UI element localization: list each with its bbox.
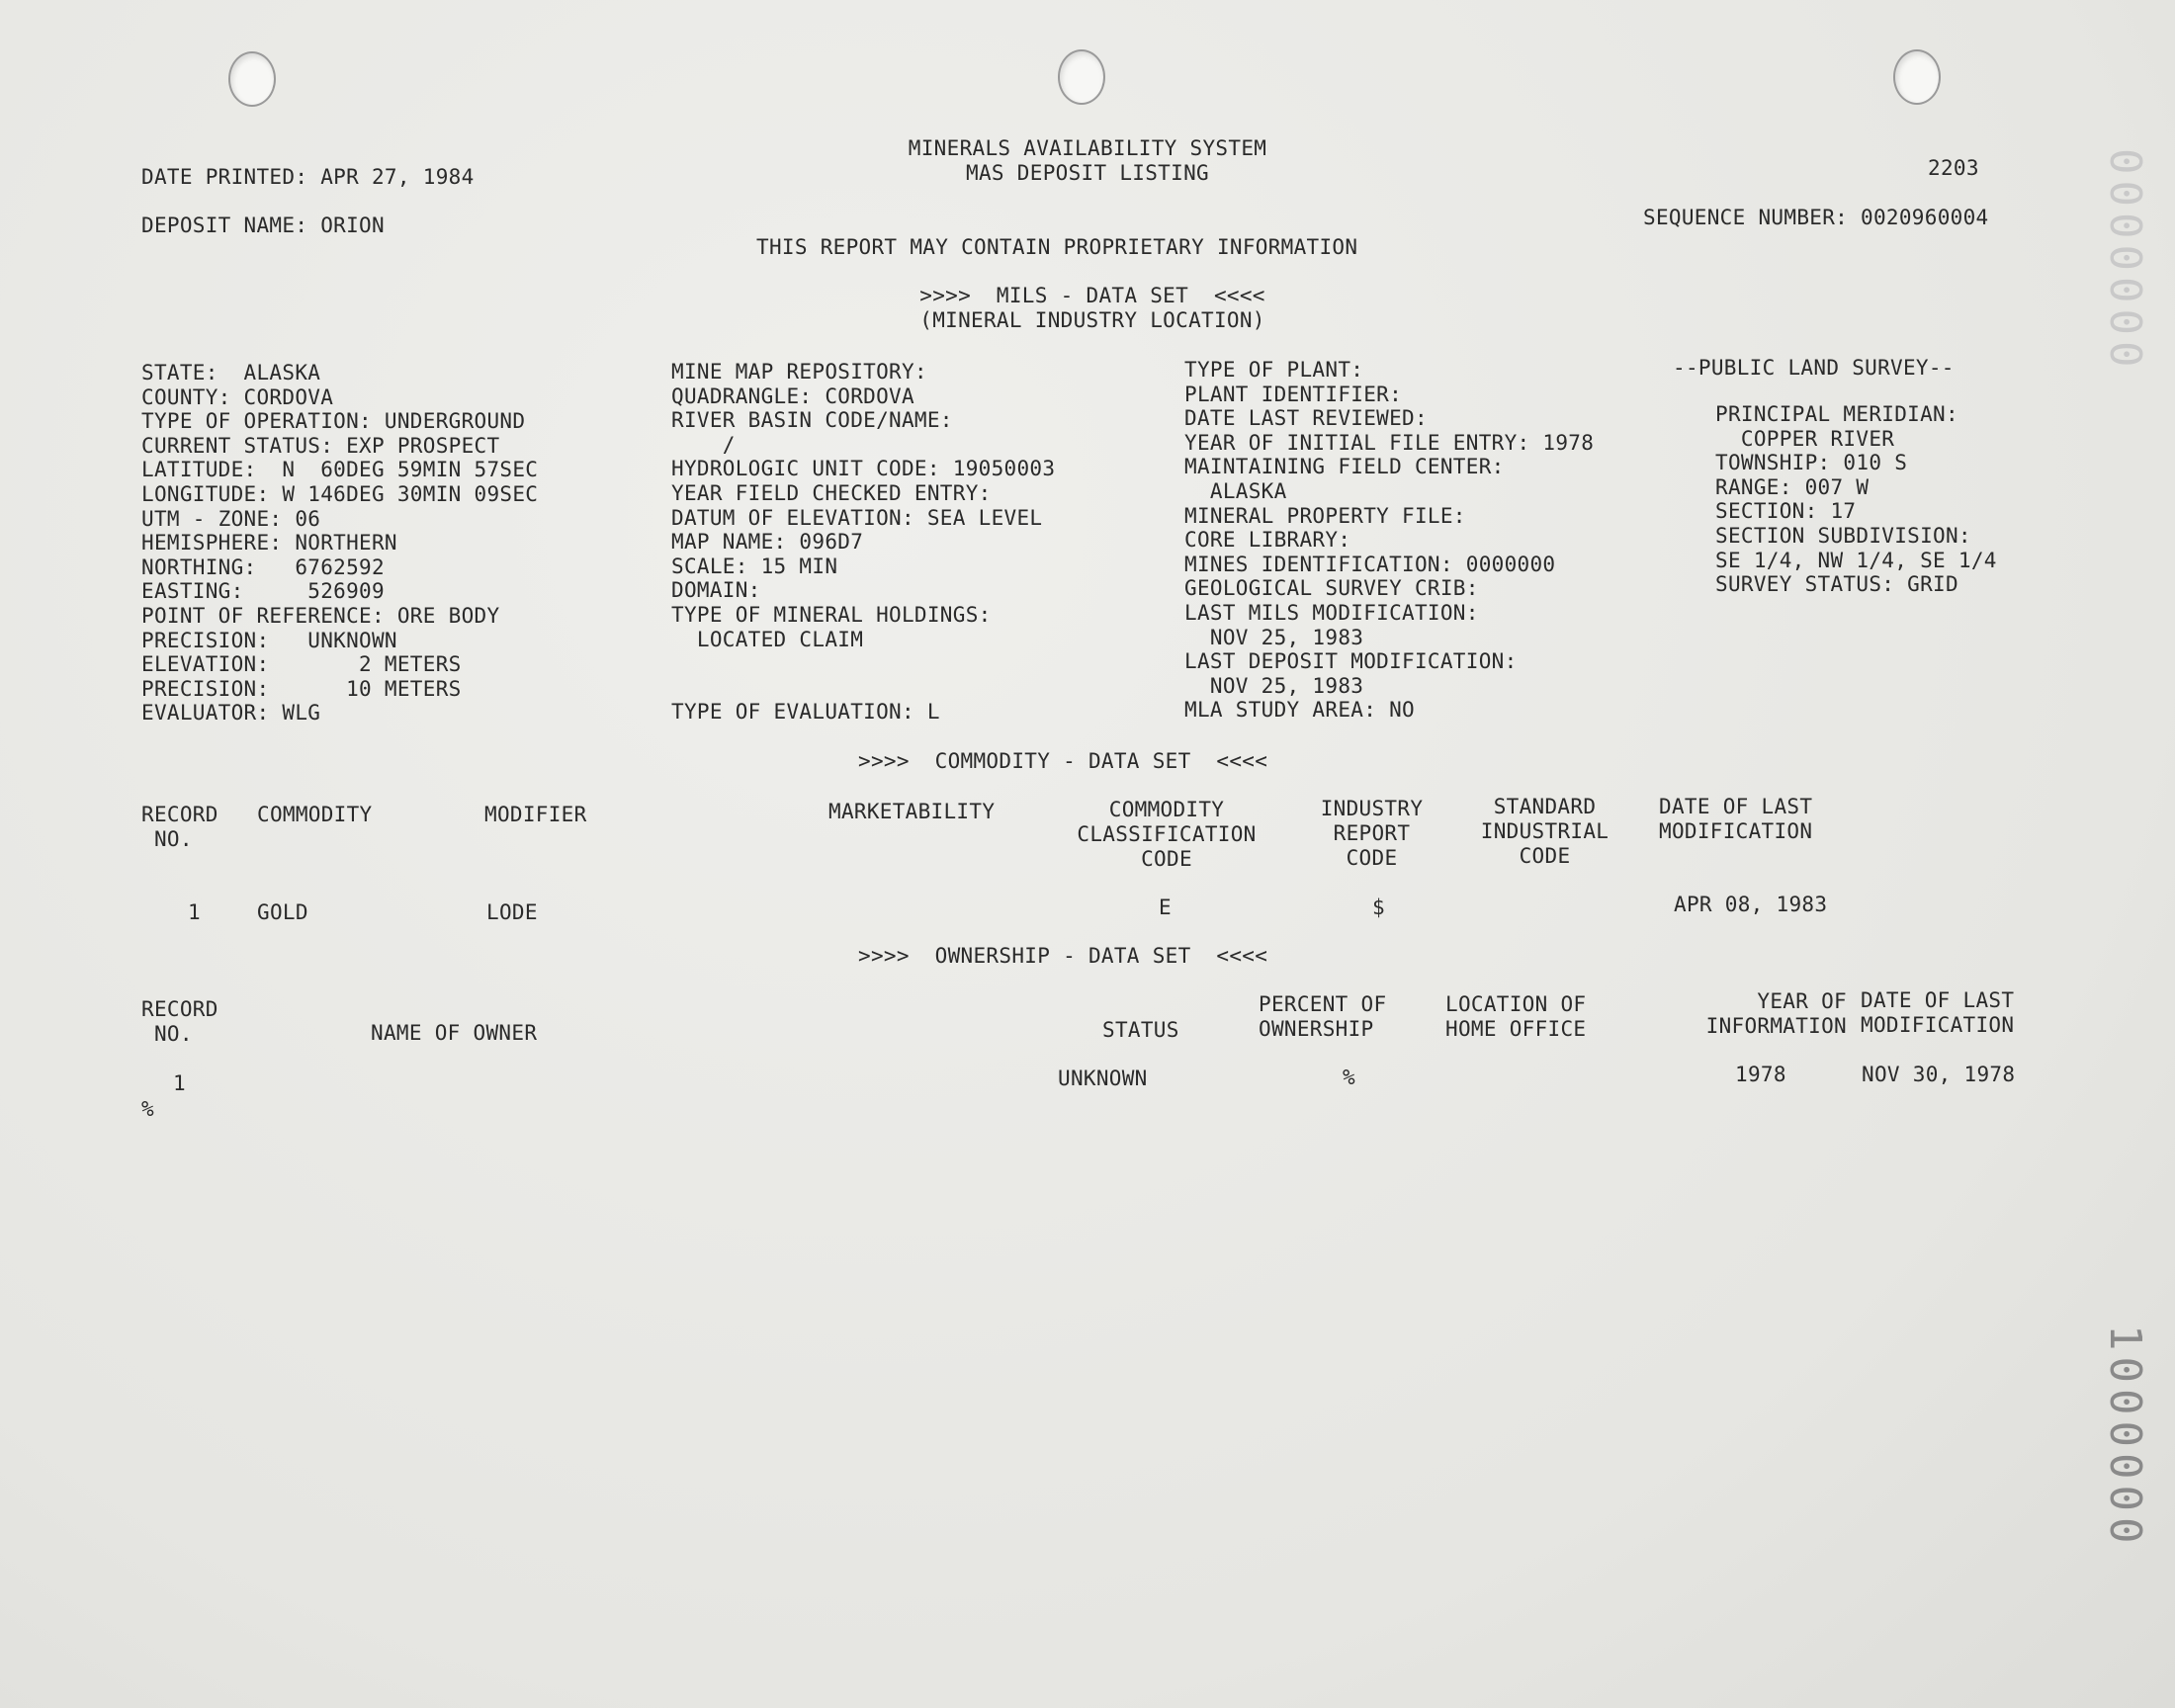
mils-col1-line: COUNTY: CORDOVA bbox=[141, 384, 334, 409]
mils-col4-line: RANGE: 007 W bbox=[1715, 474, 1870, 499]
mils-col3-line: MINERAL PROPERTY FILE: bbox=[1184, 503, 1466, 528]
mils-col2-line: LOCATED CLAIM bbox=[671, 627, 864, 651]
mils-col3-line: DATE LAST REVIEWED: bbox=[1184, 406, 1428, 431]
mils-col2-line: HYDROLOGIC UNIT CODE: 19050003 bbox=[671, 457, 1056, 481]
mils-col2-line: RIVER BASIN CODE/NAME: bbox=[671, 408, 953, 433]
commodity-row-record: 1 bbox=[188, 900, 201, 924]
commodity-row-date: APR 08, 1983 bbox=[1674, 893, 1828, 916]
sequence-number: SEQUENCE NUMBER: 0020960004 bbox=[1643, 206, 1989, 229]
mils-section-title: >>>> MILS - DATA SET <<<< bbox=[919, 284, 1265, 307]
commodity-header-date: DATE OF LAST MODIFICATION bbox=[1659, 795, 1813, 843]
mils-col1-line: CURRENT STATUS: EXP PROSPECT bbox=[141, 433, 500, 458]
mils-col4-line: COPPER RIVER bbox=[1715, 426, 1895, 451]
mils-col1-line: HEMISPHERE: NORTHERN bbox=[141, 531, 397, 555]
mils-col2-line: DOMAIN: bbox=[671, 578, 761, 603]
mils-col4-line: TOWNSHIP: 010 S bbox=[1715, 451, 1908, 475]
mils-col1-line: PRECISION: UNKNOWN bbox=[141, 628, 397, 652]
ownership-row-year: 1978 bbox=[1735, 1063, 1786, 1086]
ownership-row-record: 1 bbox=[173, 1071, 186, 1095]
ownership-trailing-percent: % bbox=[141, 1097, 154, 1121]
mils-col4-line: SURVEY STATUS: GRID bbox=[1715, 572, 1958, 597]
mils-col4-line: SECTION: 17 bbox=[1715, 499, 1857, 524]
mils-section-subtitle: (MINERAL INDUSTRY LOCATION) bbox=[919, 308, 1265, 332]
commodity-header-record: RECORD NO. bbox=[141, 803, 218, 851]
commodity-row-industry: $ bbox=[1372, 896, 1385, 919]
mils-col3-line: MLA STUDY AREA: NO bbox=[1184, 698, 1415, 723]
mils-col1-line: UTM - ZONE: 06 bbox=[141, 506, 321, 531]
ownership-row-date: NOV 30, 1978 bbox=[1862, 1063, 2016, 1086]
mils-col2-line: TYPE OF EVALUATION: L bbox=[671, 700, 940, 725]
margin-stamp-top: 0000000 bbox=[2100, 148, 2150, 374]
mils-col3-line: CORE LIBRARY: bbox=[1184, 528, 1351, 553]
ownership-header-date: DATE OF LAST MODIFICATION bbox=[1861, 988, 2015, 1037]
mils-col4-line: SE 1/4, NW 1/4, SE 1/4 bbox=[1715, 548, 1997, 572]
mils-col2-line: QUADRANGLE: CORDOVA bbox=[671, 384, 914, 408]
mils-col1-line: LONGITUDE: W 146DEG 30MIN 09SEC bbox=[141, 482, 539, 506]
mils-col3-line: ALASKA bbox=[1184, 479, 1287, 503]
mils-col3-line: PLANT IDENTIFIER: bbox=[1184, 382, 1403, 406]
mils-col1-line: TYPE OF OPERATION: UNDERGROUND bbox=[141, 409, 526, 434]
page-number: 2203 bbox=[1928, 156, 1979, 180]
commodity-header-marketability: MARKETABILITY bbox=[828, 800, 996, 823]
mils-col3-line: NOV 25, 1983 bbox=[1184, 625, 1364, 649]
punch-hole-center bbox=[1058, 49, 1105, 105]
ownership-header-name: NAME OF OWNER bbox=[371, 1021, 538, 1045]
ownership-row-status: UNKNOWN bbox=[1058, 1067, 1148, 1090]
mils-col1-line: POINT OF REFERENCE: ORE BODY bbox=[141, 604, 500, 628]
commodity-header-standard: STANDARD INDUSTRIAL CODE bbox=[1480, 795, 1610, 868]
mils-col2-line: YEAR FIELD CHECKED ENTRY: bbox=[671, 481, 992, 505]
mils-col2-line: MAP NAME: 096D7 bbox=[671, 530, 864, 555]
commodity-section-title: >>>> COMMODITY - DATA SET <<<< bbox=[858, 749, 1268, 773]
mils-col3-line: GEOLOGICAL SURVEY CRIB: bbox=[1184, 576, 1479, 601]
mils-col3-line: TYPE OF PLANT: bbox=[1184, 358, 1364, 382]
mils-col1-line: STATE: ALASKA bbox=[141, 361, 321, 384]
mils-col1-line: LATITUDE: N 60DEG 59MIN 57SEC bbox=[141, 458, 539, 482]
mils-col3-line: LAST MILS MODIFICATION: bbox=[1184, 601, 1479, 625]
commodity-header-classification: COMMODITY CLASSIFICATION CODE bbox=[1077, 798, 1257, 871]
mils-col3-line: YEAR OF INITIAL FILE ENTRY: 1978 bbox=[1184, 430, 1595, 455]
mils-col1-line: EASTING: 526909 bbox=[141, 579, 385, 604]
mils-col4-line: SECTION SUBDIVISION: bbox=[1715, 524, 1971, 548]
ownership-header-year: YEAR OF INFORMATION bbox=[1705, 989, 1847, 1038]
mils-col3-line: LAST DEPOSIT MODIFICATION: bbox=[1184, 649, 1518, 674]
deposit-name: DEPOSIT NAME: ORION bbox=[141, 214, 385, 237]
mils-col2-line: TYPE OF MINERAL HOLDINGS: bbox=[671, 603, 992, 627]
listing-title: MAS DEPOSIT LISTING bbox=[966, 161, 1209, 185]
ownership-header-percent: PERCENT OF OWNERSHIP bbox=[1259, 992, 1387, 1041]
ownership-row-percent: % bbox=[1343, 1066, 1355, 1089]
public-land-survey-title: --PUBLIC LAND SURVEY-- bbox=[1673, 356, 1955, 380]
mils-col1-line: ELEVATION: 2 METERS bbox=[141, 652, 462, 677]
commodity-header-commodity: COMMODITY bbox=[257, 803, 373, 826]
ownership-header-location: LOCATION OF HOME OFFICE bbox=[1445, 992, 1587, 1041]
ownership-section-title: >>>> OWNERSHIP - DATA SET <<<< bbox=[858, 944, 1268, 968]
mils-col2-line: / bbox=[671, 432, 736, 457]
mils-col4-line: PRINCIPAL MERIDIAN: bbox=[1715, 402, 1958, 426]
system-title: MINERALS AVAILABILITY SYSTEM bbox=[908, 136, 1267, 160]
mils-col3-line: MAINTAINING FIELD CENTER: bbox=[1184, 455, 1505, 479]
date-printed: DATE PRINTED: APR 27, 1984 bbox=[141, 165, 475, 189]
commodity-row-classification: E bbox=[1159, 896, 1172, 919]
mils-col1-line: PRECISION: 10 METERS bbox=[141, 676, 462, 701]
mils-col2-line: MINE MAP REPOSITORY: bbox=[671, 360, 927, 384]
mils-col2-line: SCALE: 15 MIN bbox=[671, 554, 838, 578]
mils-col3-line: MINES IDENTIFICATION: 0000000 bbox=[1184, 552, 1556, 576]
mils-col3-line: NOV 25, 1983 bbox=[1184, 673, 1364, 698]
punch-hole-left bbox=[228, 51, 276, 107]
commodity-header-industry: INDUSTRY REPORT CODE bbox=[1320, 797, 1424, 870]
ownership-header-record: RECORD NO. bbox=[141, 997, 218, 1046]
margin-stamp-bottom: 1000000 bbox=[2100, 1324, 2150, 1550]
punch-hole-right bbox=[1893, 49, 1941, 105]
proprietary-notice: THIS REPORT MAY CONTAIN PROPRIETARY INFORMATION bbox=[756, 235, 1358, 259]
commodity-row-modifier: LODE bbox=[486, 900, 538, 924]
mils-col1-line: EVALUATOR: WLG bbox=[141, 701, 321, 726]
mils-col2-line: DATUM OF ELEVATION: SEA LEVEL bbox=[671, 505, 1043, 530]
commodity-row-commodity: GOLD bbox=[257, 900, 308, 924]
mils-col1-line: NORTHING: 6762592 bbox=[141, 555, 385, 579]
commodity-header-modifier: MODIFIER bbox=[484, 803, 587, 826]
ownership-header-status: STATUS bbox=[1102, 1018, 1179, 1042]
